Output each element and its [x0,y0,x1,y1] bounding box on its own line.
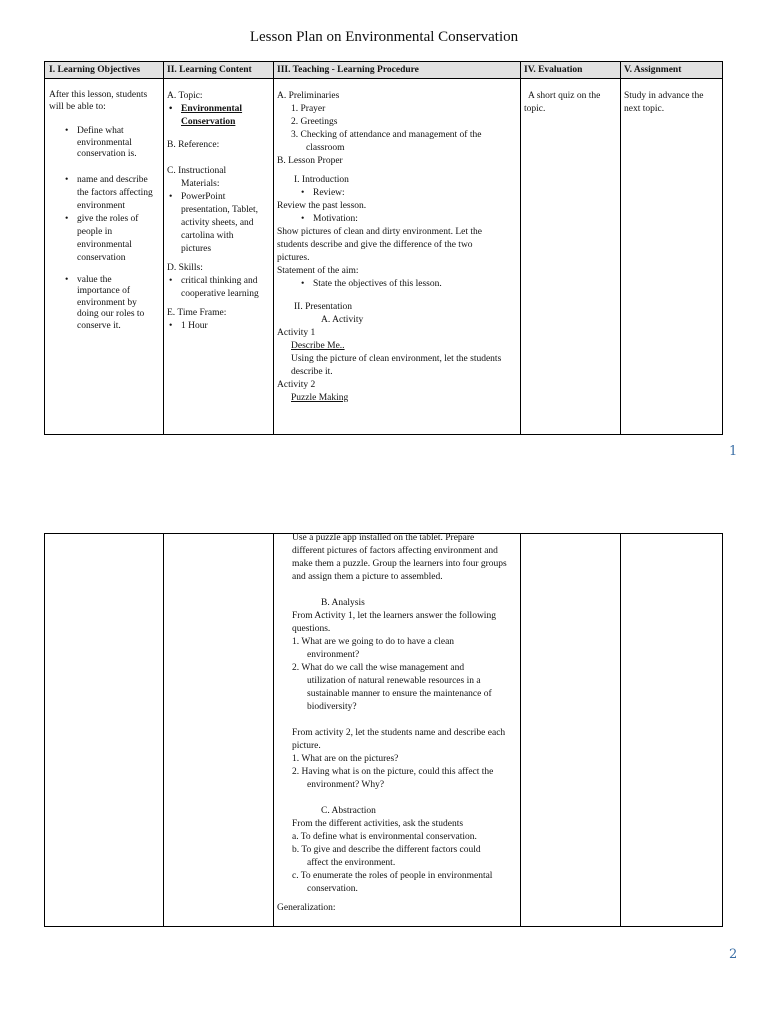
activity-2-intro: From activity 2, let the students name and describe each [292,728,506,738]
prelim-item: 1. Prayer [291,104,326,114]
activity-heading: A. Activity [321,315,364,325]
activity-2-title: Puzzle Making [291,393,349,403]
header-teaching-procedure: III. Teaching - Learning Procedure [277,65,419,75]
prelim-item: 3. Checking of attendance and management of the [291,130,482,140]
evaluation-cell [524,90,618,116]
abstraction-item: b. To give and describe the different factors could [292,845,481,855]
content-cell [167,90,271,333]
activity-2-intro: picture. [292,741,321,751]
aim-text: • State the objectives of this lesson. [299,278,517,291]
activity-2-label: Activity 2 [277,380,316,390]
abstraction-heading: C. Abstraction [321,806,376,816]
abstraction-intro: From the different activities, ask the students [292,819,464,829]
abstraction-item-cont: conservation. [307,884,358,894]
puzzle-text: make them a puzzle. Group the learners into four groups [292,559,507,569]
materials-label: C. Instructional [167,166,227,176]
puzzle-text: Use a puzzle app installed on the tablet. Prepare [292,533,475,543]
puzzle-text: different pictures of factors affecting environment and [292,546,498,556]
procedure-cell [277,90,517,405]
assignment-cell [624,90,722,116]
assignment-text: next topic. [624,104,665,114]
prelim-item: 2. Greetings [291,117,338,127]
lesson-proper-label: B. Lesson Proper [277,156,343,166]
topic-value: • Environmental Conservation [167,103,271,129]
analysis-question: 1. What are we going to do to have a clean [292,637,455,647]
evaluation-text: topic. [524,104,546,114]
analysis-intro: questions. [292,624,331,634]
objective-item: • name and describe the factors affecting environment [63,174,161,213]
procedure-cell-continued [277,532,517,915]
analysis-question: 2. What do we call the wise management and [292,663,465,673]
motivation-text: students describe and give the difference of the two [277,240,473,250]
reference-label: B. Reference: [167,140,220,150]
analysis-question-cont: biodiversity? [307,702,357,712]
objectives-intro: After this lesson, students [49,90,148,100]
lesson-plan-table-page-1 [44,61,723,435]
preliminaries-label: A. Preliminaries [277,91,340,101]
motivation-label: • Motivation: [299,213,517,226]
objectives-cell [49,90,161,332]
analysis-question: 1. What are on the pictures? [292,754,399,764]
abstraction-item: a. To define what is environmental conservation. [292,832,477,842]
puzzle-text: and assign them a picture to assembled. [292,572,443,582]
analysis-question-cont: utilization of natural renewable resources in a [307,676,481,686]
abstraction-item: c. To enumerate the roles of people in environmental [292,871,493,881]
analysis-question-cont: environment? [307,650,360,660]
presentation-label: II. Presentation [294,302,353,312]
materials-label-2: Materials: [181,179,220,189]
review-label: • Review: [299,187,517,200]
time-frame-value: • 1 Hour [167,320,271,333]
header-learning-objectives: I. Learning Objectives [49,65,141,75]
page-number: 1 [729,444,738,459]
review-text: Review the past lesson. [277,201,367,211]
activity-1-title: Describe Me.. [291,341,345,351]
activity-1-label: Activity 1 [277,328,316,338]
materials-list: • PowerPoint presentation, Tablet, activity sheets, and cartolina with pictures [167,191,271,256]
page-title: Lesson Plan on Environmental Conservation [249,29,519,45]
assignment-text: Study in advance the [624,91,704,101]
time-frame-label: E. Time Frame: [167,308,227,318]
header-evaluation: IV. Evaluation [524,65,583,75]
aim-label: Statement of the aim: [277,266,359,276]
objectives-intro-2: will be able to: [49,101,106,112]
evaluation-text: A short quiz on the [528,91,601,101]
topic-label: A. Topic: [167,91,203,101]
motivation-text: Show pictures of clean and dirty environment. Let the [277,227,482,237]
abstraction-item-cont: affect the environment. [307,858,396,868]
introduction-label: I. Introduction [294,175,349,185]
objective-item: • Define what environmental conservation is. [63,126,161,161]
analysis-question-cont: sustainable manner to ensure the maintenance of [307,689,492,699]
generalization-label: Generalization: [277,903,336,913]
objective-item: • value the importance of environment by doing our roles to conserve it. [63,275,161,333]
header-assignment: V. Assignment [624,65,682,75]
analysis-intro: From Activity 1, let the learners answer the following [292,611,496,621]
skills-list: • critical thinking and cooperative learning [167,275,271,301]
activity-1-text: describe it. [291,367,333,377]
header-learning-content: II. Learning Content [167,65,252,75]
lesson-plan-table-page-2 [44,533,723,927]
page-number: 2 [729,947,738,962]
activity-1-text: Using the picture of clean environment, let the students [291,354,502,364]
objective-item: • give the roles of people in environmental conservation [63,213,161,265]
motivation-text: pictures. [277,253,310,263]
skills-label: D. Skills: [167,263,203,273]
analysis-heading: B. Analysis [321,598,365,608]
prelim-item-cont: classroom [306,143,345,153]
analysis-question-cont: environment? Why? [307,780,385,790]
analysis-question: 2. Having what is on the picture, could this affect the [292,767,494,777]
